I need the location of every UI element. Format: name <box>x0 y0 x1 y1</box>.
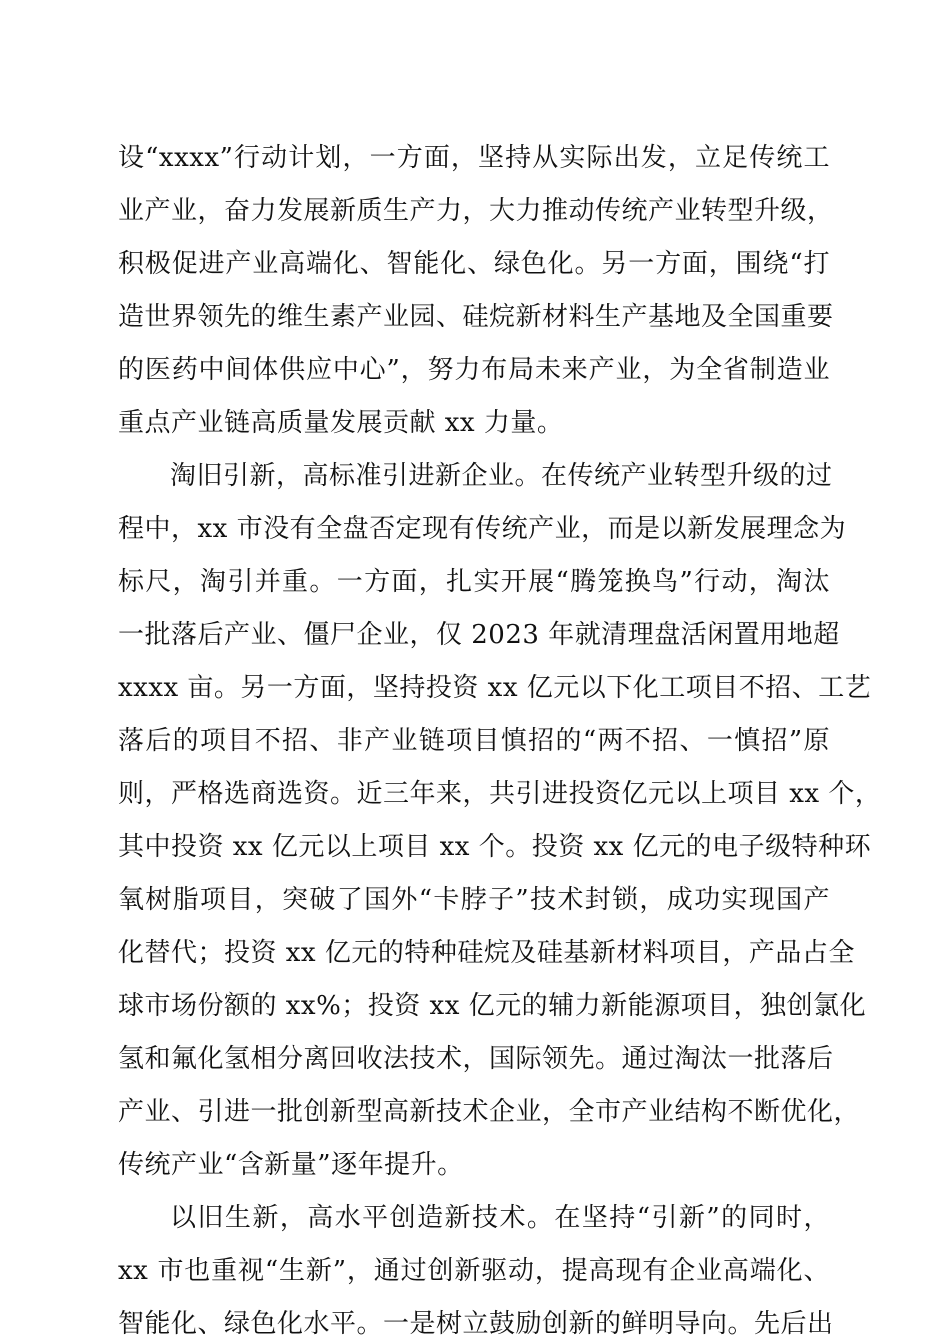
paragraph-3-line-2: xx 市也重视“生新”，通过创新驱动，提高现有企业高端化、 <box>118 1256 830 1286</box>
paragraph-2-line-11: 球市场份额的 xx%；投资 xx 亿元的辅力新能源项目，独创氯化 <box>118 991 867 1021</box>
paragraph-3-line-1: 以旧生新，高水平创造新技术。在坚持“引新”的同时， <box>170 1203 830 1233</box>
paragraph-2-line-13: 产业、引进一批创新型高新技术企业，全市产业结构不断优化， <box>118 1097 861 1127</box>
paragraph-1-line-4: 造世界领先的维生素产业园、硅烷新材料生产基地及全国重要 <box>118 302 834 332</box>
paragraph-1-line-3: 积极促进产业高端化、智能化、绿色化。另一方面，围绕“打 <box>118 249 830 279</box>
paragraph-3-line-3: 智能化、绿色化水平。一是树立鼓励创新的鲜明导向。先后出 <box>118 1309 834 1339</box>
paragraph-2-line-8: 其中投资 xx 亿元以上项目 xx 个。投资 xx 亿元的电子级特种环 <box>118 832 872 862</box>
paragraph-2-line-3: 标尺，淘引并重。一方面，扎实开展“腾笼换鸟”行动，淘汰 <box>118 567 830 597</box>
paragraph-1-line-2: 业产业，奋力发展新质生产力，大力推动传统产业转型升级， <box>118 196 834 226</box>
paragraph-2-line-2: 程中，xx 市没有全盘否定现有传统产业，而是以新发展理念为 <box>118 514 847 544</box>
paragraph-1-line-1: 设“xxxx”行动计划，一方面，坚持从实际出发，立足传统工 <box>118 143 830 173</box>
paragraph-2-line-14: 传统产业“含新量”逐年提升。 <box>118 1150 464 1180</box>
paragraph-2-line-4: 一批落后产业、僵尸企业，仅 2023 年就清理盘活闲置用地超 <box>118 620 840 650</box>
paragraph-2-line-7: 则，严格选商选资。近三年来，共引进投资亿元以上项目 xx 个， <box>118 779 882 809</box>
paragraph-2-line-12: 氢和氟化氢相分离回收法技术，国际领先。通过淘汰一批落后 <box>118 1044 834 1074</box>
paragraph-2-line-6: 落后的项目不招、非产业链项目慎招的“两不招、一慎招”原 <box>118 726 830 756</box>
paragraph-1-line-6: 重点产业链高质量发展贡献 xx 力量。 <box>118 408 564 438</box>
paragraph-1-line-5: 的医药中间体供应中心”，努力布局未来产业，为全省制造业 <box>118 355 830 385</box>
paragraph-2-line-1: 淘旧引新，高标准引进新企业。在传统产业转型升级的过 <box>170 461 833 491</box>
paragraph-2-line-9: 氧树脂项目，突破了国外“卡脖子”技术封锁，成功实现国产 <box>118 885 830 915</box>
paragraph-2-line-10: 化替代；投资 xx 亿元的特种硅烷及硅基新材料项目，产品占全 <box>118 938 855 968</box>
paragraph-2-line-5: xxxx 亩。另一方面，坚持投资 xx 亿元以下化工项目不招、工艺 <box>118 673 872 703</box>
